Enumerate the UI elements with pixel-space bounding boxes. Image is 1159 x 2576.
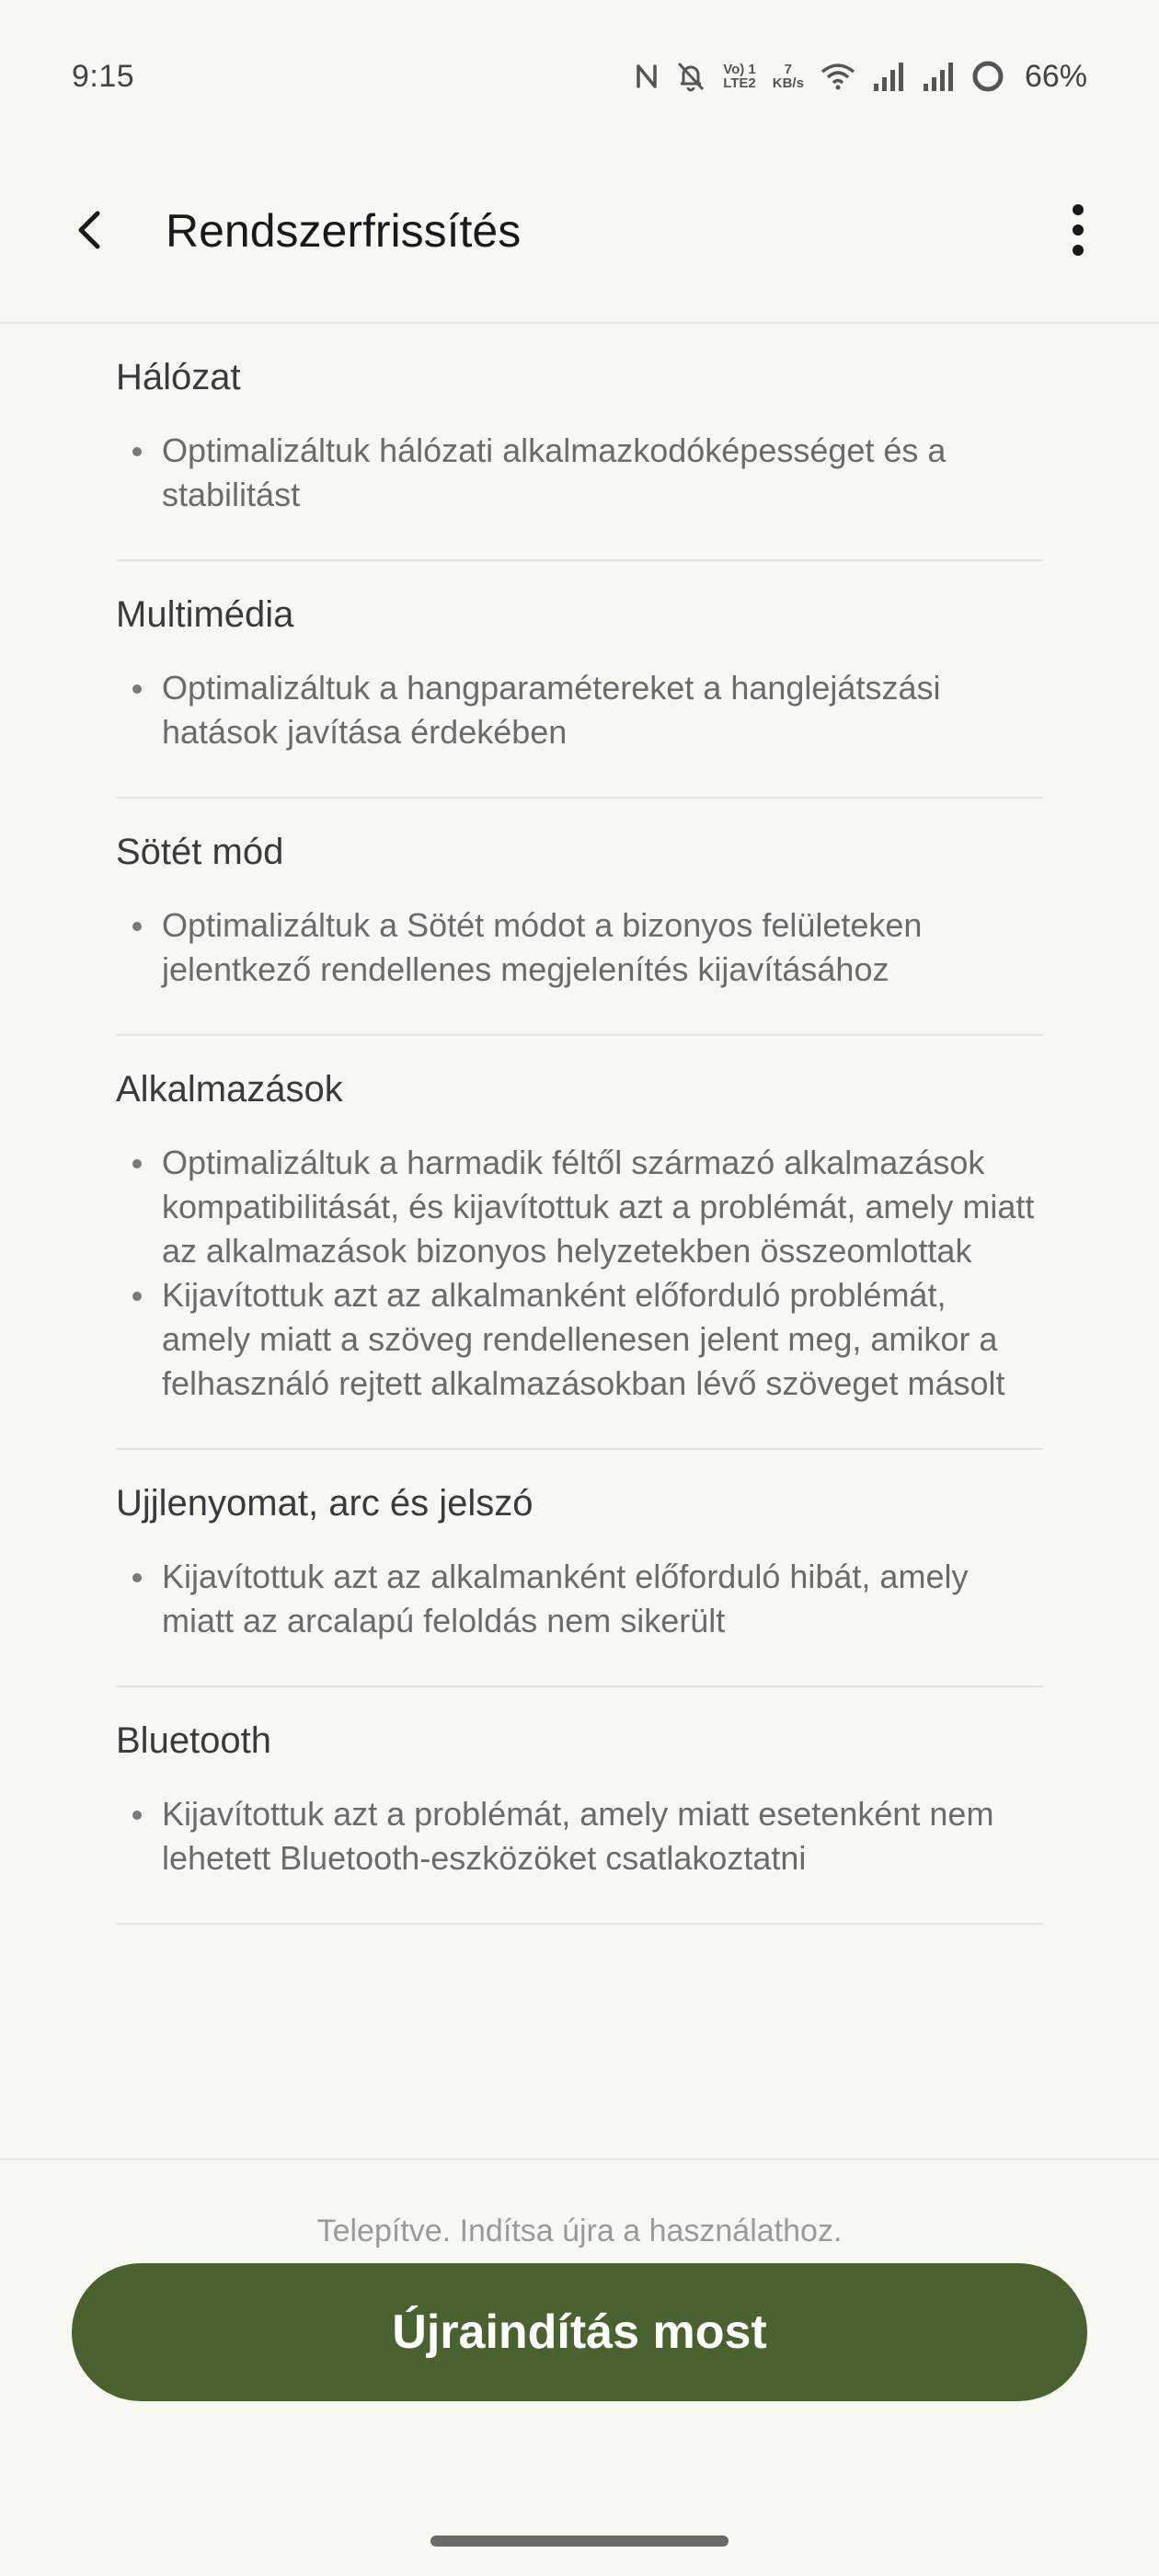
- lte-label: LTE2: [723, 75, 756, 91]
- section-bluetooth: [116, 1687, 1043, 1925]
- section-multimedia: [116, 561, 1043, 799]
- list-item: Kijavítottuk azt az alkalmanként előforduló problémát, amely miatt a szöveg rendellenesen jelent meg, amikor a felhasználó rejtett alkalmazásokban lévő szöveget másolt: [116, 1273, 1043, 1406]
- battery-percent: 66%: [1024, 58, 1087, 94]
- home-indicator[interactable]: [430, 2536, 729, 2547]
- section-apps: [116, 1036, 1043, 1450]
- signal-icon: [872, 62, 905, 91]
- volte-indicator: [723, 63, 756, 90]
- list-item: Optimalizáltuk hálózati alkalmazkodóképességet és a stabilitást: [116, 429, 1043, 517]
- restart-now-button[interactable]: Újraindítás most: [72, 2263, 1087, 2401]
- page-title: Rendszerfrissítés: [166, 205, 522, 257]
- signal-icon: [922, 62, 955, 91]
- speed-value: 7: [784, 62, 793, 77]
- list-item: Optimalizáltuk a hangparamétereket a hanglejátszási hatások javítása érdekében: [116, 666, 1043, 754]
- section-network: [116, 324, 1043, 561]
- install-status-text: Telepítve. Indítsa újra a használathoz.: [316, 2214, 843, 2248]
- mute-icon: [675, 60, 706, 93]
- network-speed: [773, 63, 804, 90]
- section-title: Sötét mód: [116, 832, 284, 872]
- status-time: 9:15: [72, 59, 135, 94]
- section-title: Hálózat: [116, 357, 241, 397]
- release-notes-list[interactable]: [0, 324, 1159, 2158]
- speed-unit: KB/s: [772, 75, 804, 91]
- wifi-icon: [820, 63, 855, 90]
- more-vert-icon: [1071, 202, 1085, 258]
- volte-label: Vo) 1: [723, 62, 756, 77]
- status-icons: [635, 53, 1087, 99]
- battery-saver-icon: [971, 60, 1004, 93]
- section-fingerprint: [116, 1450, 1043, 1687]
- section-title: Multimédia: [116, 594, 294, 635]
- list-item: Optimalizáltuk a Sötét módot a bizonyos felületeken jelentkező rendellenes megjelenítés kijavításához: [116, 903, 1043, 992]
- list-item: Optimalizáltuk a harmadik féltől származó alkalmazások kompatibilitását, és kijavítottuk azt a problémát, amely miatt az alkalmazások bizonyos helyzetekben összeomlottak: [116, 1141, 1043, 1273]
- section-title: Ujjlenyomat, arc és jelszó: [116, 1483, 534, 1524]
- app-bar: [0, 155, 1159, 324]
- list-item: Kijavítottuk azt a problémát, amely miatt esetenként nem lehetett Bluetooth-eszközöket csatlakoztatni: [116, 1792, 1043, 1880]
- bottom-action-area: [0, 2158, 1159, 2576]
- back-button[interactable]: [57, 197, 123, 263]
- nfc-icon: [635, 63, 659, 90]
- section-title: Bluetooth: [116, 1720, 272, 1761]
- more-options-button[interactable]: [1045, 197, 1111, 263]
- status-bar: [0, 0, 1159, 155]
- list-item: Kijavítottuk azt az alkalmanként előforduló hibát, amely miatt az arcalapú feloldás nem sikerült: [116, 1555, 1043, 1643]
- section-dark-mode: [116, 799, 1043, 1036]
- back-arrow-icon: [72, 208, 109, 252]
- section-title: Alkalmazások: [116, 1069, 343, 1110]
